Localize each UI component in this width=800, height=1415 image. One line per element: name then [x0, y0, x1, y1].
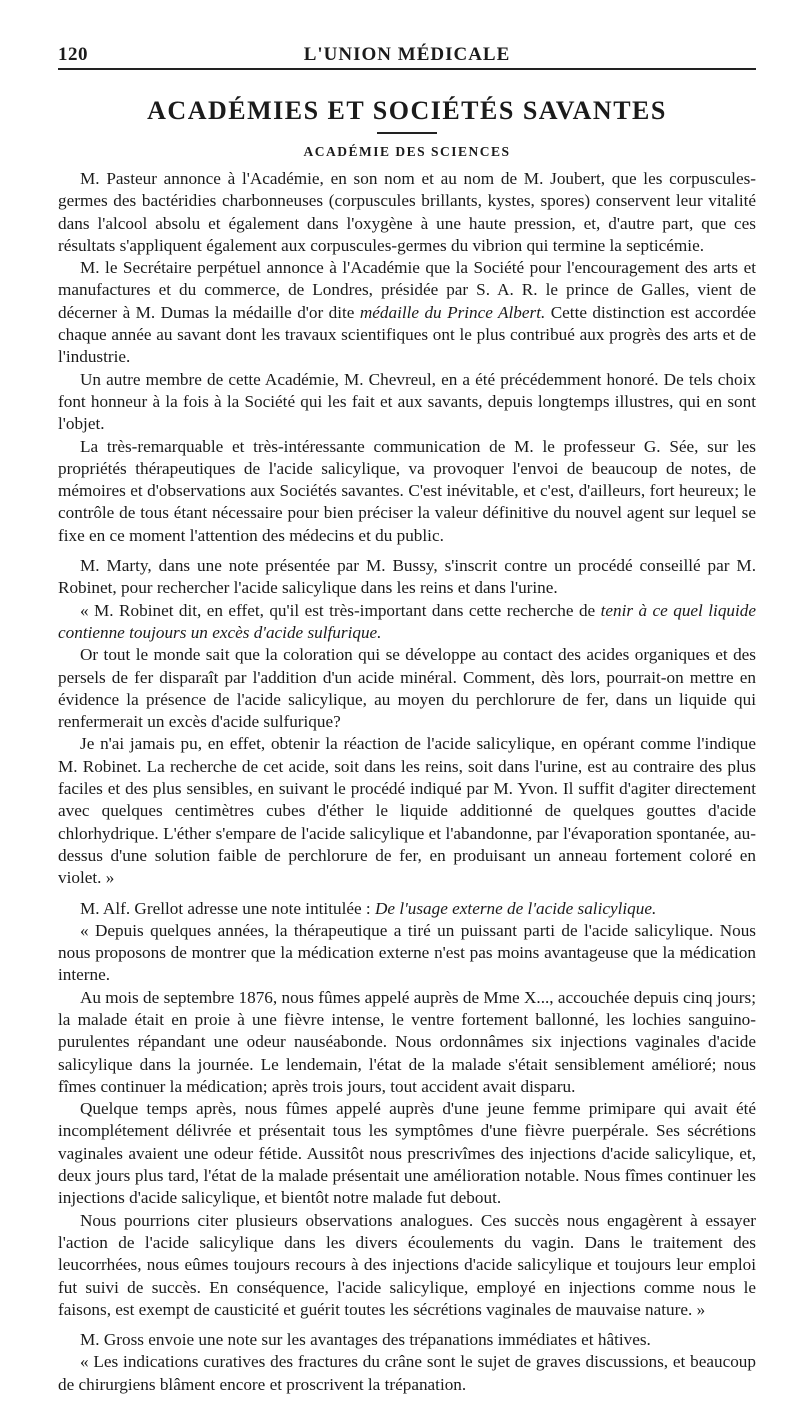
paragraph-grellot: M. Alf. Grellot adresse une note intitulée : De l'usage externe de l'acide salicylique.	[80, 898, 657, 918]
journal-title: L'UNION MÉDICALE	[303, 44, 511, 65]
paragraph-fractures: « Les indications curatives des fractures du crâne sont le sujet de graves discussions, et beaucoup de chirurgiens blâment encore et proscrivent la trépanation.	[58, 1352, 756, 1394]
paragraph-robinet-quote: « M. Robinet dit, en effet, qu'il est très-important dans cette recherche de tenir à ce quel liquide contienne toujours un excès d'acide sulfurique.	[58, 600, 757, 642]
title-rule	[377, 132, 437, 134]
section-title: ACADÉMIES ET SOCIÉTÉS SAVANTES	[147, 96, 667, 125]
paragraph-pasteur: M. Pasteur annonce à l'Académie, en son nom et au nom de M. Joubert, que les corpuscules-germes des bactéridies charbonneuses (corpuscules brillants, kystes, spores) conservent leur vitalité dans l'alcool absolu et également dans l'oxygène à une haute pression, et, d'autre part, que ces résultats s'appliquent également aux corpuscules-germes du vibrion qui termine la septicémie.	[58, 169, 756, 255]
paragraph-gross: M. Gross envoie une note sur les avantages des trépanations immédiates et hâtives.	[80, 1330, 651, 1350]
paragraph-primipare: Quelque temps après, nous fûmes appelé auprès d'une jeune femme primipare qui avait été incomplétement délivrée et présentait tous les symptômes d'une fièvre puerpérale. Ses sécrétions vaginales avaient une odeur fétide. Aussitôt nous prescrivîmes des injections d'acide salicylique, et, deux jours plus tard, l'état de la malade présentait une amélioration notable. Nous fîmes continuer les injections d'acide salicylique, et bientôt notre malade fut debout.	[58, 1099, 756, 1208]
paragraph-coloration: Or tout le monde sait que la coloration qui se développe au contact des acides organiques et des persels de fer disparaît par l'addition d'un acide minéral. Comment, dès lors, pourrait-on mettre en évidence la présence de l'acide salicylique, au moyen du perchlorure de fer, dans un liquide qui renfermerait un excès d'acide sulfurique?	[58, 645, 756, 732]
paragraph-septembre: Au mois de septembre 1876, nous fûmes appelé auprès de Mme X..., accouchée depuis cinq jours; la malade était en proie à une fièvre intense, le ventre fortement ballonné, les lochies sanguino-purulentes répandant une odeur nauséabonde. Nous ordonnâmes six injections vaginales d'acide salicylique dans la journée. Le lendemain, l'état de la malade s'était sensiblement amélioré; nous fîmes continuer la médication; après trois jours, tout accident avait disparu.	[58, 987, 756, 1096]
paragraph-marty: M. Marty, dans une note présentée par M. Bussy, s'inscrit contre un procédé conseillé par M. Robinet, pour rechercher l'acide salicylique dans les reins et dans l'urine.	[58, 556, 756, 598]
paragraph-therapeutique: « Depuis quelques années, la thérapeutique a tiré un puissant parti de l'acide salicylique. Nous nous proposons de montrer que la médication externe n'est pas moins avantageuse que la médication interne.	[58, 920, 756, 985]
running-head	[58, 38, 756, 70]
paragraph-reaction: Je n'ai jamais pu, en effet, obtenir la réaction de l'acide salicylique, en opérant comme l'indique M. Robinet. La recherche de cet acide, soit dans les reins, soit dans l'urine, est au contraire des plus faciles et des plus sensibles, en suivant le procédé indiqué par M. Yvon. Il suffit d'agiter directement avec quelques centimètres cubes d'éther le liquide additionné de quelques gouttes d'acide chlorhydrique. L'éther s'empare de l'acide salicylique et l'abandonne, par l'évaporation spontanée, au-dessus d'une solution faible de perchlorure de fer, en produisant un anneau fortement coloré en violet. »	[58, 734, 756, 888]
paragraph-secretaire: M. le Secrétaire perpétuel annonce à l'Académie que la Société pour l'encouragement des arts et manufactures et du commerce, de Londres, présidée par S. A. R. le prince de Galles, vient de décerner à M. Dumas la médaille d'or dite médaille du Prince Albert. Cette distinction est accordée chaque année au savant dont les travaux scientifiques ont le plus contribué aux progrès des arts et de l'industrie.	[58, 258, 756, 367]
page-number: 120	[58, 44, 88, 65]
subsection-title: ACADÉMIE DES SCIENCES	[303, 144, 511, 159]
paragraph-see: La très-remarquable et très-intéressante communication de M. le professeur G. Sée, sur les propriétés thérapeutiques de l'acide salicylique, va provoquer l'envoi de beaucoup de notes, de mémoires et d'observations aux Sociétés savantes. C'est inévitable, et c'est, d'ailleurs, fort heureux; le contrôle de tous étant nécessaire pour bien préciser la valeur définitive du nouvel agent sur lequel se fixe en ce moment l'attention des médecins et du public.	[58, 436, 756, 545]
paragraph-chevreul: Un autre membre de cette Académie, M. Chevreul, en a été précédemment honoré. De tels choix font honneur à la fois à la Société qui les fait et aux savants, depuis longtemps illustres, qui en sont l'objet.	[58, 369, 756, 434]
paragraph-observations: Nous pourrions citer plusieurs observations analogues. Ces succès nous engagèrent à essayer l'action de l'acide salicylique dans les divers écoulements du vagin. Dans le traitement des leucorrhées, nous eûmes toujours recours à des injections d'acide salicylique et toujours leur emploi fut suivi de succès. En conséquence, l'acide salicylique, employé en injections comme nous le faisons, est exempt de causticité et guérit toutes les sécrétions vaginales de mauvaise nature. »	[58, 1210, 756, 1319]
